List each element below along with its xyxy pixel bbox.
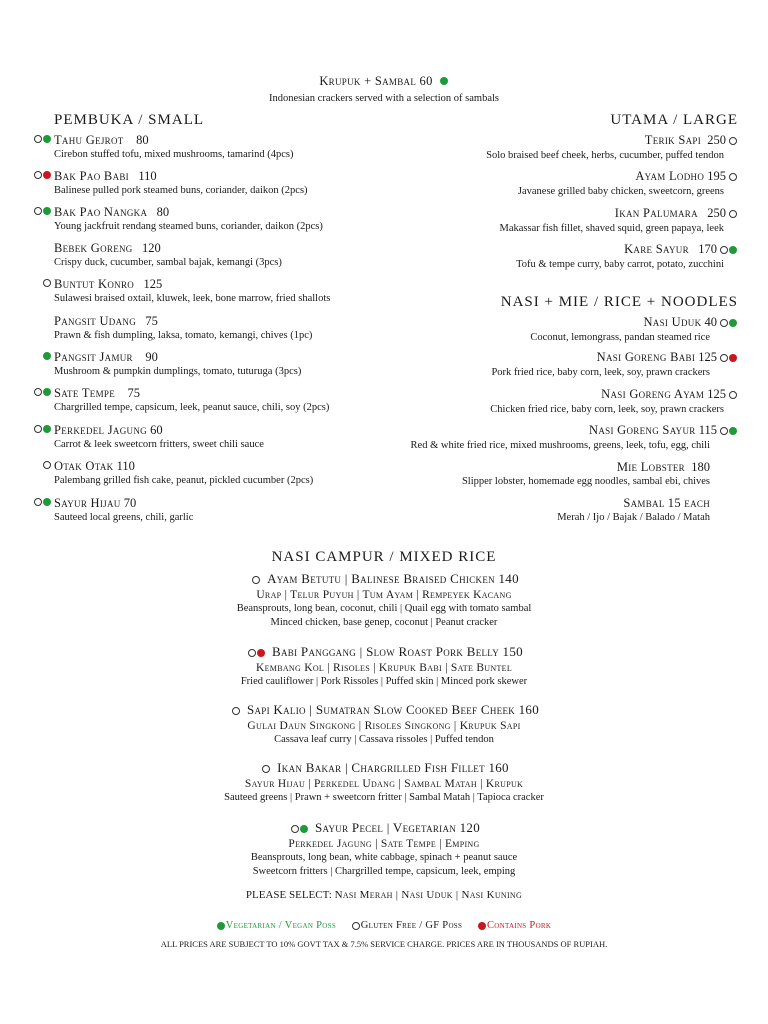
- gluten-free-icon: [34, 425, 42, 433]
- large-item: Terik Sapi 250 Solo braised beef cheek, herbs, cucumber, puffed tendon: [358, 133, 738, 162]
- krupuk-name: Krupuk + Sambal 60: [319, 74, 433, 88]
- gluten-free-icon: [729, 137, 737, 145]
- gluten-free-icon: [729, 173, 737, 181]
- rice-select: PLEASE SELECT: Nasi Merah | Nasi Uduk | Nasi Kuning: [245, 889, 523, 901]
- gluten-free-icon: [352, 922, 360, 930]
- rice-item: Mie Lobster 180 Slipper lobster, homemade egg noodles, sambal ebi, chives: [461, 460, 710, 487]
- krupuk-item: [0, 72, 768, 105]
- small-item: Perkedel Jagung 60 Carrot & leek sweetcorn fritters, sweet chili sauce: [54, 423, 264, 451]
- legend: [0, 920, 768, 931]
- small-item: Bak Pao Babi 110 Balinese pulled pork steamed buns, coriander, daikon (2pcs): [54, 169, 308, 197]
- vegetarian-icon: [43, 498, 51, 506]
- large-title: UTAMA / LARGE: [610, 112, 738, 128]
- pork-icon: [257, 649, 265, 657]
- large-item: Ikan Palumara 250 Makassar fish fillet, shaved squid, green papaya, leek: [358, 206, 738, 235]
- small-item: Bebek Goreng 120 Crispy duck, cucumber, sambal bajak, kemangi (3pcs): [54, 241, 282, 268]
- vegetarian-icon: [43, 425, 51, 433]
- rice-item: Nasi Uduk 40 Coconut, lemongrass, pandan steamed rice: [358, 315, 738, 344]
- small-item: Sate Tempe 75 Chargrilled tempe, capsicum, leek, peanut sauce, chili, soy (2pcs): [54, 386, 329, 414]
- gluten-free-icon: [729, 391, 737, 399]
- vegetarian-icon: [440, 77, 448, 85]
- small-section: [54, 112, 384, 129]
- small-item: Tahu Gejrot 80 Cirebon stuffed tofu, mixed mushrooms, tamarind (4pcs): [54, 133, 294, 161]
- mixed-title: NASI CAMPUR / MIXED RICE: [271, 549, 497, 565]
- krupuk-desc: Indonesian crackers served with a selection of sambals: [268, 93, 500, 104]
- vegetarian-icon: [43, 207, 51, 215]
- rice-item: Nasi Goreng Ayam 125 Chicken fried rice, baby corn, leek, soy, prawn crackers: [358, 387, 738, 416]
- large-item: Kare Sayur 170 Tofu & tempe curry, baby carrot, potato, zucchini: [358, 242, 738, 271]
- gluten-free-icon: [720, 319, 728, 327]
- gluten-free-icon: [720, 427, 728, 435]
- vegetarian-icon: [729, 246, 737, 254]
- mixed-item: Sayur Pecel | Vegetarian 120 Perkedel Jagung | Sate Tempe | Emping Beansprouts, long bean, white cabbage, spinach + peanut sauce Sweetcorn fritters | Chargrilled tempe, capsicum, leek, emping: [250, 820, 518, 877]
- gluten-free-icon: [34, 171, 42, 179]
- small-item: Bak Pao Nangka 80 Young jackfruit rendang steamed buns, coriander, daikon (2pcs): [54, 205, 323, 233]
- large-section: [358, 112, 738, 129]
- gluten-free-icon: [43, 279, 51, 287]
- vegetarian-icon: [729, 319, 737, 327]
- rice-item: Sambal 15 each Merah / Ijo / Bajak / Balado / Matah: [557, 496, 710, 523]
- gluten-free-icon: [43, 461, 51, 469]
- pork-icon: [729, 354, 737, 362]
- gluten-free-icon: [248, 649, 256, 657]
- mixed-item: Sapi Kalio | Sumatran Slow Cooked Beef Cheek 160 Gulai Daun Singkong | Risoles Singkong | Krupuk Sapi Cassava leaf curry | Cassava rissoles | Puffed tendon: [0, 702, 768, 747]
- gluten-free-icon: [34, 388, 42, 396]
- mixed-item: Ayam Betutu | Balinese Braised Chicken 140 Urap | Telur Puyuh | Tum Ayam | Rempeyek Kacang Beansprouts, long bean, coconut, chili | Quail egg with tomato sambal Minced chicken, base genep, coconut | Peanut cracker: [236, 571, 532, 628]
- legend-pork: Contains Pork: [486, 920, 552, 931]
- gluten-free-icon: [232, 707, 240, 715]
- legend-gluten: Gluten Free / GF Poss: [360, 920, 463, 931]
- mixed-item: Babi Panggang | Slow Roast Pork Belly 150 Kembang Kol | Risoles | Krupuk Babi | Sate Buntel Fried cauliflower | Pork Rissoles | Puffed skin | Minced pork skewer: [240, 644, 528, 687]
- small-item: Otak Otak 110 Palembang grilled fish cake, peanut, pickled cucumber (2pcs): [54, 459, 313, 487]
- large-item: Ayam Lodho 195 Javanese grilled baby chicken, sweetcorn, greens: [358, 169, 738, 198]
- gluten-free-icon: [720, 354, 728, 362]
- gluten-free-icon: [34, 498, 42, 506]
- rice-item: Nasi Goreng Sayur 115 Red & white fried rice, mixed mushrooms, greens, leek, tofu, egg, chili: [358, 423, 738, 452]
- pork-icon: [478, 922, 486, 930]
- legend-vegetarian: Vegetarian / Vegan Poss: [225, 920, 337, 931]
- vegetarian-icon: [217, 922, 225, 930]
- rice-item: Nasi Goreng Babi 125 Pork fried rice, baby corn, leek, soy, prawn crackers: [358, 350, 738, 379]
- small-item: Pangsit Udang 75 Prawn & fish dumpling, laksa, tomato, kemangi, chives (1pc): [54, 314, 313, 341]
- gluten-free-icon: [720, 246, 728, 254]
- pork-icon: [43, 171, 51, 179]
- small-title: PEMBUKA / SMALL: [54, 112, 205, 128]
- gluten-free-icon: [34, 207, 42, 215]
- small-item: Pangsit Jamur 90 Mushroom & pumpkin dumplings, tomato, tuturuga (3pcs): [54, 350, 301, 378]
- mixed-item: Ikan Bakar | Chargrilled Fish Fillet 160 Sayur Hijau | Perkedel Udang | Sambal Matah | Krupuk Sauteed greens | Prawn + sweetcorn fritter | Sambal Matah | Tapioca cracker: [224, 760, 544, 803]
- vegetarian-icon: [43, 135, 51, 143]
- mixed-section: [0, 549, 768, 566]
- small-item: Sayur Hijau 70 Sauteed local greens, chili, garlic: [54, 496, 193, 524]
- gluten-free-icon: [729, 210, 737, 218]
- vegetarian-icon: [43, 352, 51, 360]
- small-item: Buntut Konro 125 Sulawesi braised oxtail, kluwek, leek, bone marrow, fried shallots: [54, 277, 330, 305]
- footer-note: ALL PRICES ARE SUBJECT TO 10% GOVT TAX & 7.5% SERVICE CHARGE. PRICES ARE IN THOUSANDS OF RUPIAH.: [160, 939, 608, 949]
- gluten-free-icon: [252, 576, 260, 584]
- vegetarian-icon: [729, 427, 737, 435]
- vegetarian-icon: [300, 825, 308, 833]
- gluten-free-icon: [34, 135, 42, 143]
- gluten-free-icon: [262, 765, 270, 773]
- vegetarian-icon: [43, 388, 51, 396]
- rice-title: NASI + MIE / RICE + NOODLES: [500, 294, 738, 310]
- gluten-free-icon: [291, 825, 299, 833]
- rice-section: [358, 294, 738, 311]
